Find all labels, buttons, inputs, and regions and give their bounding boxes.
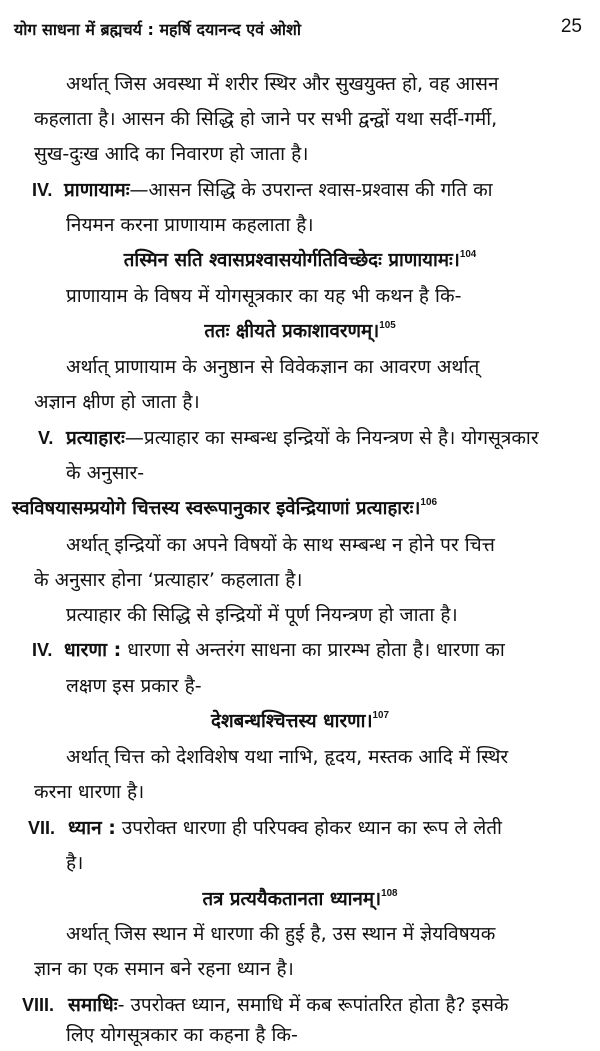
page-number: 25 — [560, 16, 582, 37]
section-term: ध्यान : — [68, 817, 116, 839]
text-line: ज्ञान का एक समान बने रहना ध्यान है। — [34, 958, 294, 980]
section-term: प्राणायामः — [64, 179, 130, 201]
sutra-verse — [5, 322, 595, 341]
footnote-ref: 105 — [379, 320, 396, 331]
sutra-text: स्वविषयासम्प्रयोगे चित्तस्य स्वरूपानुकार इवेन्द्रियाणां प्रत्याहारः। — [12, 498, 421, 519]
section-heading-pratyahara — [38, 429, 539, 448]
footnote-ref: 108 — [381, 888, 398, 899]
section-text: - उपरोक्त ध्यान, समाधि में कब रूपांतरित होता है? इसके — [117, 994, 509, 1016]
section-heading-samadhi — [22, 996, 508, 1015]
section-term: धारणा : — [64, 639, 122, 661]
sutra-verse — [5, 890, 595, 909]
sutra-verse — [5, 251, 595, 270]
text-line: अर्थात् इन्द्रियों का अपने विषयों के साथ सम्बन्ध न होने पर चित्त — [66, 534, 495, 556]
text-line: करना धारणा है। — [34, 781, 145, 803]
section-term: प्रत्याहारः — [66, 427, 125, 449]
text-line: के अनुसार होना ‘प्रत्याहार’ कहलाता है। — [34, 569, 303, 591]
text-line: अर्थात् प्राणायाम के अनुष्ठान से विवेकज्ञान का आवरण अर्थात् — [66, 356, 480, 378]
text-line: अर्थात् चित्त को देशविशेष यथा नाभि, हृदय, मस्तक आदि में स्थिर — [66, 746, 509, 768]
section-heading-dharana — [32, 641, 505, 660]
sutra-text: देशबन्धश्चित्तस्य धारणा। — [211, 710, 373, 732]
text-line: नियमन करना प्राणायाम कहलाता है। — [66, 214, 314, 236]
text-line: प्रत्याहार की सिद्धि से इन्द्रियों में पूर्ण नियन्त्रण हो जाता है। — [66, 604, 458, 626]
text-line: अर्थात् जिस स्थान में धारणा की हुई है, उस स्थान में ज्ञेयविषयक — [66, 923, 496, 945]
section-term: समाधिः — [68, 994, 118, 1016]
section-text: उपरोक्त धारणा ही परिपक्व होकर ध्यान का रूप ले लेती — [115, 817, 502, 839]
text-line: अज्ञान क्षीण हो जाता है। — [34, 391, 200, 413]
section-text: —आसन सिद्धि के उपरान्त श्वास-प्रश्वास की गति का — [129, 179, 493, 201]
text-line: सुख-दुःख आदि का निवारण हो जाता है। — [34, 143, 309, 165]
running-head: योग साधना में ब्रह्मचर्य : महर्षि दयानन्द एवं ओशो — [14, 20, 302, 39]
section-number: VII. — [28, 818, 56, 838]
sutra-verse — [5, 712, 595, 731]
footnote-ref: 107 — [372, 710, 389, 721]
page-header — [14, 18, 582, 48]
text-line: कहलाता है। आसन की सिद्धि हो जाने पर सभी द्वन्द्वों यथा सर्दी-गर्मी, — [34, 108, 498, 130]
text-line: अर्थात् जिस अवस्था में शरीर स्थिर और सुखयुक्त हो, वह आसन — [66, 73, 499, 95]
footnote-ref: 104 — [459, 249, 477, 260]
text-line: है। — [66, 852, 84, 874]
text-line: प्राणायाम के विषय में योगसूत्रकार का यह भी कथन है कि- — [66, 285, 462, 307]
sutra-verse — [12, 497, 438, 519]
text-line: लिए योगसूत्रकार का कहना है कि- — [66, 1024, 298, 1046]
section-text: धारणा से अन्तरंग साधना का प्रारम्भ होता है। धारणा का — [121, 639, 505, 661]
section-heading-dhyana — [28, 819, 502, 838]
text-line: लक्षण इस प्रकार है- — [66, 675, 202, 697]
section-number: VIII. — [22, 995, 55, 1015]
section-heading-pranayama — [32, 181, 493, 200]
section-number: IV. — [32, 640, 53, 660]
text-line: के अनुसार- — [66, 462, 145, 484]
section-number: IV. — [32, 180, 53, 200]
footnote-ref: 106 — [420, 497, 438, 508]
sutra-text: ततः क्षीयते प्रकाशावरणम्। — [204, 320, 380, 342]
sutra-text: तत्र प्रत्ययैकतानता ध्यानम्। — [202, 888, 382, 910]
section-text: —प्रत्याहार का सम्बन्ध इन्द्रियों के नियन्त्रण से है। योगसूत्रकार — [124, 427, 539, 449]
section-number: V. — [38, 428, 54, 448]
sutra-text: तस्मिन सति श्वासप्रश्वासयोर्गतिविच्छेदः प्राणायामः। — [123, 249, 460, 271]
